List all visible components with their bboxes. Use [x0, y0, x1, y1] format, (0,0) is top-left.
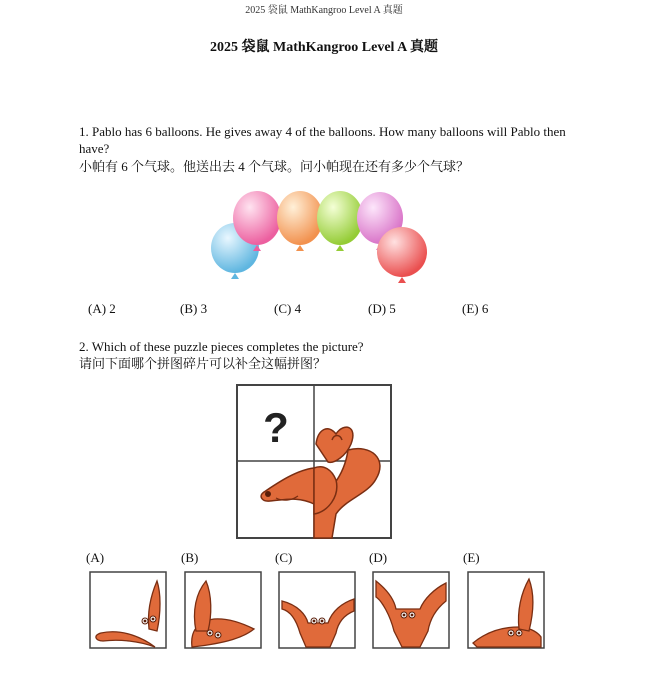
q1-option-b[interactable]: (B) 3	[180, 301, 208, 316]
puzzle-piece-d[interactable]	[372, 571, 450, 649]
page-header: 2025 袋鼠 MathKangroo Level A 真题	[245, 5, 403, 16]
q1-option-d[interactable]: (D) 5	[368, 301, 396, 316]
q2-option-c-label[interactable]: (C)	[275, 550, 293, 565]
puzzle-piece-e[interactable]	[467, 571, 545, 649]
q2-option-e-label[interactable]: (E)	[463, 550, 480, 565]
q2-option-a-label[interactable]: (A)	[86, 550, 105, 565]
question-2-text-zh: 请问下面哪个拼图碎片可以补全这幅拼图？	[79, 356, 327, 371]
question-mark: ?	[263, 404, 289, 451]
question-2-text-en: 2. Which of these puzzle pieces completes the picture?	[79, 339, 364, 354]
balloon-red	[377, 227, 427, 277]
puzzle-piece-a[interactable]	[89, 571, 167, 649]
q1-option-c[interactable]: (C) 4	[274, 301, 302, 316]
balloons-image	[205, 188, 435, 283]
page-title: 2025 袋鼠 MathKangroo Level A 真题	[209, 40, 439, 55]
q2-option-b-label[interactable]: (B)	[181, 550, 199, 565]
balloon-pink	[233, 191, 281, 245]
question-1-text-en: 1. Pablo has 6 balloons. He gives away 4 of the balloons. How many balloons will Pablo then have?	[79, 124, 566, 156]
puzzle-piece-b[interactable]	[184, 571, 262, 649]
puzzle-picture	[236, 384, 392, 539]
balloon-orange	[277, 191, 323, 245]
balloon-green	[317, 191, 363, 245]
puzzle-piece-c[interactable]	[278, 571, 356, 649]
q1-option-a[interactable]: (A) 2	[88, 301, 116, 316]
q1-option-e[interactable]: (E) 6	[462, 301, 489, 316]
question-1-text-zh: 小帕有 6 个气球。他送出去 4 个气球。问小帕现在还有多少个气球？	[79, 159, 470, 174]
q2-option-d-label[interactable]: (D)	[369, 550, 388, 565]
